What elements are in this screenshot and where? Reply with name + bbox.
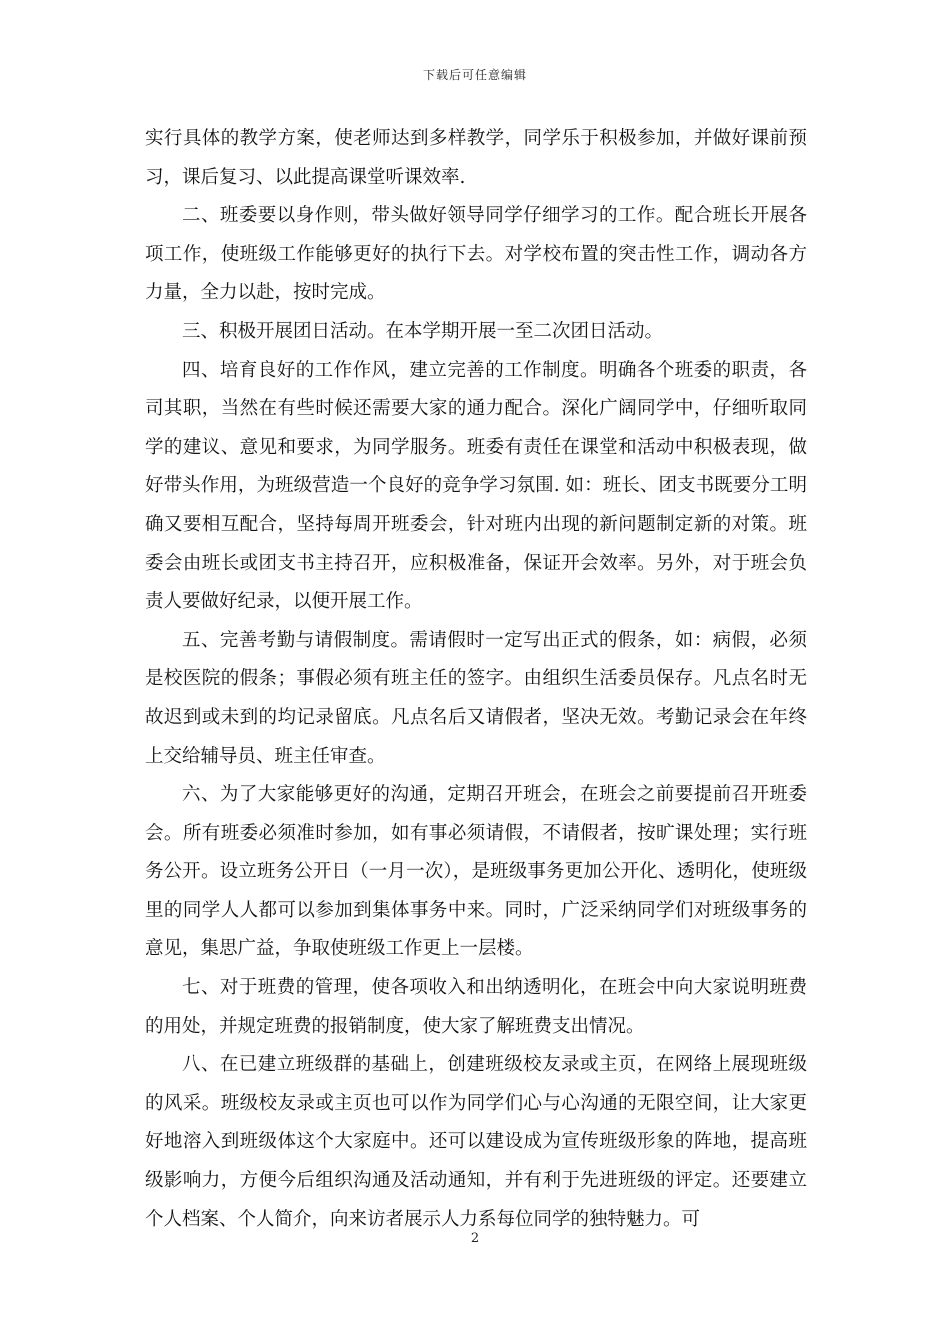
paragraph-item-6: 六、为了大家能够更好的沟通，定期召开班会，在班会之前要提前召开班委会。所有班委必须准时参加，如有事必须请假，不请假者，按旷课处理；实行班务公开。设立班务公开日（一月一次），是班级事务更加公开化、透明化，使班级里的同学人人都可以参加到集体事务中来。同时，广泛采纳同学们对班级事务的意见，集思广益，争取使班级工作更上一层楼。 [145, 784, 807, 960]
page-header: 下载后可任意编辑 [422, 68, 527, 82]
paragraph-item-2: 二、班委要以身作则，带头做好领导同学仔细学习的工作。配合班长开展各项工作，使班级工作能够更好的执行下去。对学校布置的突击性工作，调动各方力量，全力以赴，按时完成。 [145, 205, 807, 304]
paragraph-item-5: 五、完善考勤与请假制度。需请假时一定写出正式的假条，如：病假，必须是校医院的假条；事假必须有班主任的签字。由组织生活委员保存。凡点名时无故迟到或未到的均记录留底。凡点名后又请假者，坚决无效。考勤记录会在年终上交给辅导员、班主任审查。 [145, 629, 807, 767]
paragraph-item-3: 三、积极开展团日活动。在本学期开展一至二次团日活动。 [182, 320, 664, 342]
paragraph-continuation: 实行具体的教学方案，使老师达到多样教学，同学乐于积极参加，并做好课前预习，课后复习、以此提高课堂听课效率. [145, 128, 807, 188]
page-number: 2 [470, 1231, 480, 1246]
paragraph-item-8: 八、在已建立班级群的基础上，创建班级校友录或主页，在网络上展现班级的风采。班级校友录或主页也可以作为同学们心与心沟通的无限空间，让大家更好地溶入到班级体这个大家庭中。还可以建设成为宣传班级形象的阵地，提高班级影响力，方便今后组织沟通及活动通知，并有利于先进班级的评定。还要建立个人档案、个人简介，向来访者展示人力系每位同学的独特魅力。可 [145, 1054, 807, 1230]
paragraph-item-7: 七、对于班费的管理，使各项收入和出纳透明化，在班会中向大家说明班费的用处，并规定班费的报销制度，使大家了解班费支出情况。 [145, 977, 807, 1037]
paragraph-item-4: 四、培育良好的工作作风，建立完善的工作制度。明确各个班委的职责，各司其职，当然在有些时候还需要大家的通力配合。深化广阔同学中，仔细听取同学的建议、意见和要求，为同学服务。班委有责任在课堂和活动中积极表现，做好带头作用，为班级营造一个良好的竞争学习氛围. 如：班长、团支书既要分工明确又要相互配合，坚持每周开班委会，针对班内出现的新问题制定新的对策。班委会由班长或团支书主持召开，应积极准备，保证开会效率。另外，对于班会负责人要做好纪录，以便开展工作。 [145, 359, 807, 613]
document-body [145, 120, 807, 1239]
